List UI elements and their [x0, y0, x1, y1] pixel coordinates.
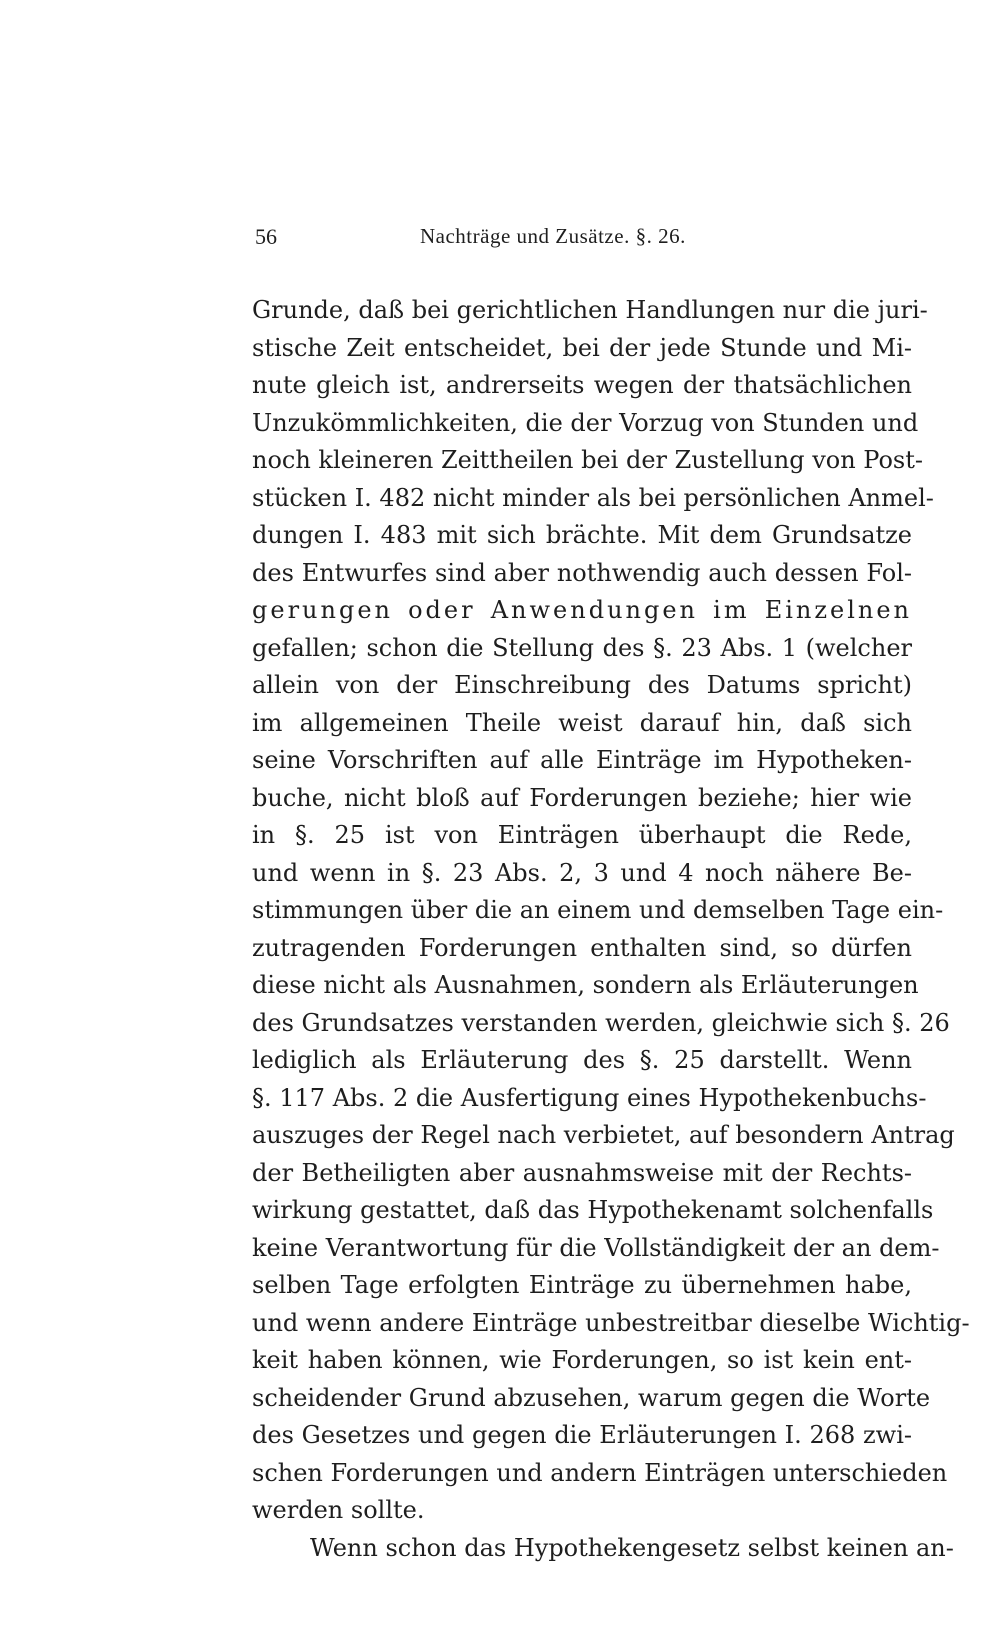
text-line: schen Forderungen und andern Einträgen unterschieden	[252, 1458, 948, 1487]
text-line: auszuges der Regel nach verbietet, auf besondern Antrag	[252, 1121, 955, 1149]
text-line: dungen I. 483 mit sich brächte. Mit dem Grundsatze	[252, 521, 912, 549]
page-header	[255, 224, 745, 264]
text-line: diese nicht als Ausnahmen, sondern als Erläuterungen	[252, 971, 919, 999]
text-line: allein von der Einschreibung des Datums spricht)	[252, 671, 912, 699]
text-line: nute gleich ist, andrerseits wegen der thatsächlichen	[252, 371, 912, 399]
page-number: 56	[255, 224, 277, 249]
text-line: seine Vorschriften auf alle Einträge im Hypotheken-	[252, 746, 912, 774]
text-line: Wenn schon das Hypothekengesetz selbst keinen an-	[310, 1533, 954, 1562]
text-line: lediglich als Erläuterung des §. 25 darstellt. Wenn	[252, 1046, 912, 1074]
text-line: noch kleineren Zeittheilen bei der Zustellung von Post-	[252, 446, 923, 474]
text-line: selben Tage erfolgten Einträge zu übernehmen habe,	[252, 1271, 912, 1299]
text-line: im allgemeinen Theile weist darauf hin, daß sich	[252, 708, 912, 737]
text-line: in §. 25 ist von Einträgen überhaupt die Rede,	[252, 821, 912, 849]
body-text	[252, 292, 970, 1567]
text-line: und wenn andere Einträge unbestreitbar dieselbe Wichtig-	[252, 1308, 970, 1337]
text-line: und wenn in §. 23 Abs. 2, 3 und 4 noch nähere Be-	[252, 858, 912, 887]
text-line: keine Verantwortung für die Vollständigkeit der an dem-	[252, 1233, 940, 1262]
text-line: scheidender Grund abzusehen, warum gegen die Worte	[252, 1383, 931, 1412]
text-line: werden sollte.	[252, 1496, 425, 1524]
text-line: gefallen; schon die Stellung des §. 23 Abs. 1 (welcher	[252, 633, 912, 662]
text-line: §. 117 Abs. 2 die Ausfertigung eines Hypothekenbuchs-	[252, 1083, 927, 1112]
text-line: keit haben können, wie Forderungen, so ist kein ent-	[252, 1346, 912, 1374]
text-line: wirkung gestattet, daß das Hypothekenamt solchenfalls	[252, 1196, 934, 1224]
text-line: des Entwurfes sind aber nothwendig auch dessen Fol-	[252, 558, 912, 587]
text-line: Grunde, daß bei gerichtlichen Handlungen nur die juri-	[252, 296, 928, 324]
text-line: zutragenden Forderungen enthalten sind, so dürfen	[252, 933, 912, 962]
text-line: des Gesetzes und gegen die Erläuterungen I. 268 zwi-	[252, 1421, 912, 1449]
text-line: des Grundsatzes verstanden werden, gleichwie sich §. 26	[252, 1008, 950, 1037]
text-line: stimmungen über die an einem und demselben Tage ein-	[252, 896, 944, 924]
text-line: Unzukömmlichkeiten, die der Vorzug von Stunden und	[252, 408, 919, 437]
text-line: stücken I. 482 nicht minder als bei persönlichen Anmel-	[252, 483, 934, 512]
text-line: der Betheiligten aber ausnahmsweise mit der Rechts-	[252, 1158, 912, 1187]
text-line: buche, nicht bloß auf Forderungen beziehe; hier wie	[252, 783, 912, 812]
running-head: Nachträge und Zusätze. §. 26.	[420, 224, 686, 248]
text-line: gerungen oder Anwendungen im Einzelnen	[252, 596, 912, 624]
text-line: stische Zeit entscheidet, bei der jede Stunde und Mi-	[252, 333, 912, 362]
